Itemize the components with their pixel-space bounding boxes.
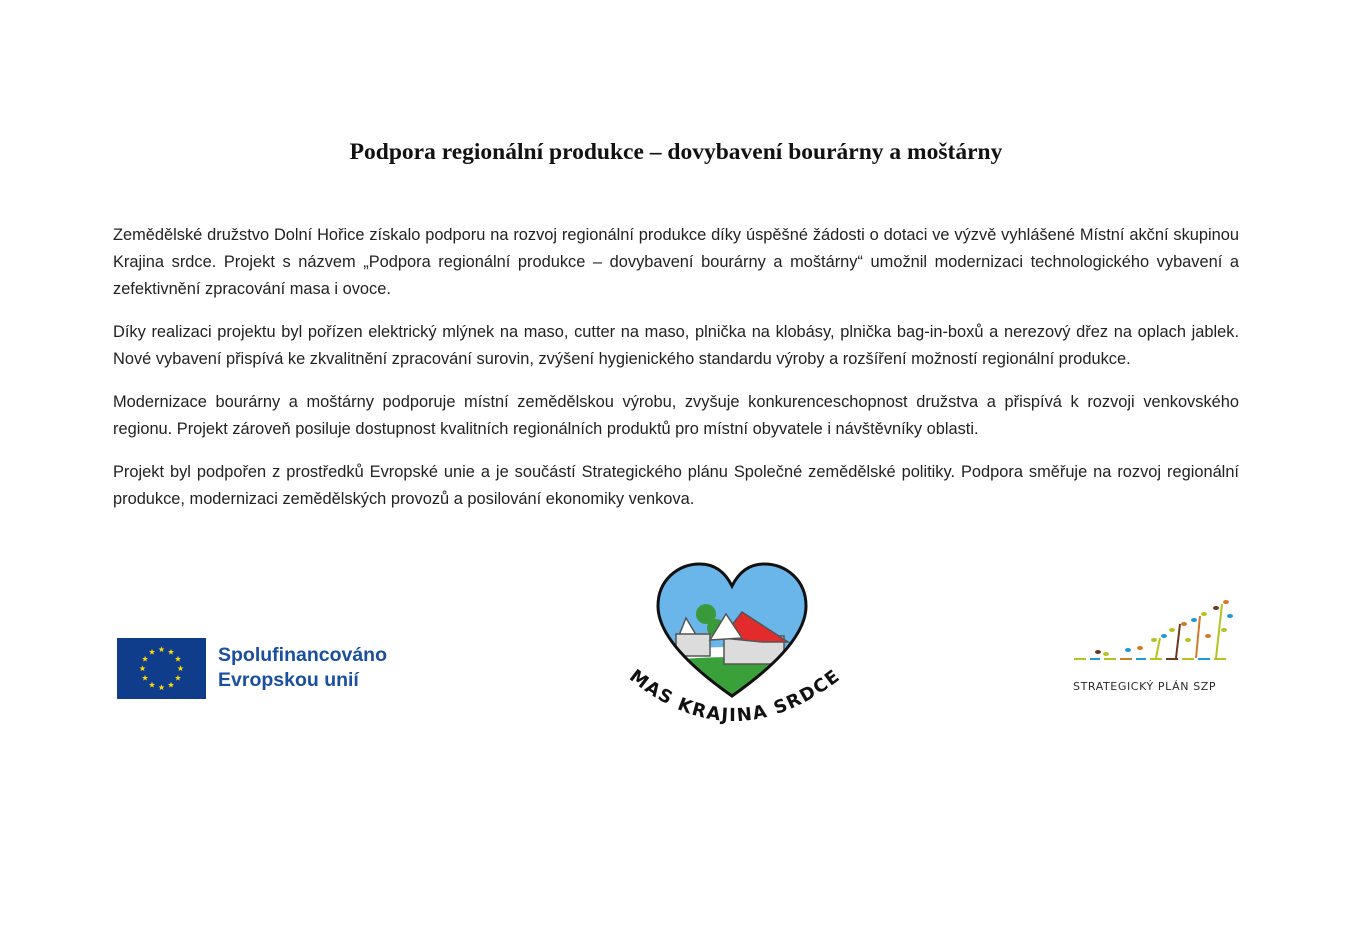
eu-logo-line1: Spolufinancováno	[218, 644, 388, 666]
paragraph-1: Zemědělské družstvo Dolní Hořice získalo podporu na rozvoj regionální produkce díky úspěšné žádosti o dotaci ve výzvě vyhlášené Místní akční skupinou Krajina srdce. Projekt s názvem „Podpora regionální produkce – dovybavení bourárny a moštárny“ umožnil modernizaci technologického vybavení a zefektivnění zpracování masa i ovoce.	[113, 226, 1239, 298]
page-title: Podpora regionální produkce – dovybavení bourárny a moštárny	[349, 139, 1003, 165]
eu-logo-text	[218, 643, 387, 693]
eu-star-icon	[149, 649, 155, 655]
eu-star-icon	[158, 684, 164, 690]
paragraph-4: Projekt byl podpořen z prostředků Evropské unie a je součástí Strategického plánu Společné zemědělské politiky. Podpora směřuje na rozvoj regionální produkce, modernizaci zemědělských provozů a posilování ekonomiky venkova.	[113, 463, 1239, 508]
mas-krajina-srdce-logo	[612, 556, 852, 746]
eu-star-icon	[175, 656, 181, 662]
eu-star-icon	[168, 682, 174, 688]
eu-flag-icon	[117, 638, 206, 699]
sprouting-plants-icon	[1074, 600, 1233, 660]
eu-star-icon	[175, 675, 181, 681]
eu-star-icon	[177, 665, 183, 671]
mas-logo-label: MAS KRAJINA SRDCE	[625, 665, 845, 727]
eu-star-icon	[142, 656, 148, 662]
szp-logo-label: STRATEGICKÝ PLÁN SZP	[1073, 680, 1217, 693]
heart-landscape-icon	[652, 556, 812, 706]
strategicky-plan-szp-logo	[1068, 594, 1244, 694]
paragraph-3: Modernizace bourárny a moštárny podporuje místní zemědělskou výrobu, zvyšuje konkurenceschopnost družstva a přispívá k rozvoji venkovského regionu. Projekt zároveň posiluje dostupnost kvalitních regionálních produktů pro místní obyvatele i návštěvníky oblasti.	[113, 393, 1239, 438]
eu-cofinanced-logo	[117, 638, 417, 699]
eu-star-icon	[149, 682, 155, 688]
eu-logo-line2: Evropskou unií	[218, 669, 359, 691]
eu-star-icon	[158, 646, 164, 652]
document-body	[113, 222, 1239, 529]
eu-star-icon	[168, 649, 174, 655]
eu-star-icon	[142, 675, 148, 681]
paragraph-2: Díky realizaci projektu byl pořízen elektrický mlýnek na maso, cutter na maso, plnička na klobásy, plnička bag-in-boxů a nerezový dřez na oplach jablek. Nové vybavení přispívá ke zkvalitnění zpracování surovin, zvýšení hygienického standardu výroby a rozšíření možností regionální produkce.	[113, 323, 1239, 368]
eu-star-icon	[139, 665, 145, 671]
